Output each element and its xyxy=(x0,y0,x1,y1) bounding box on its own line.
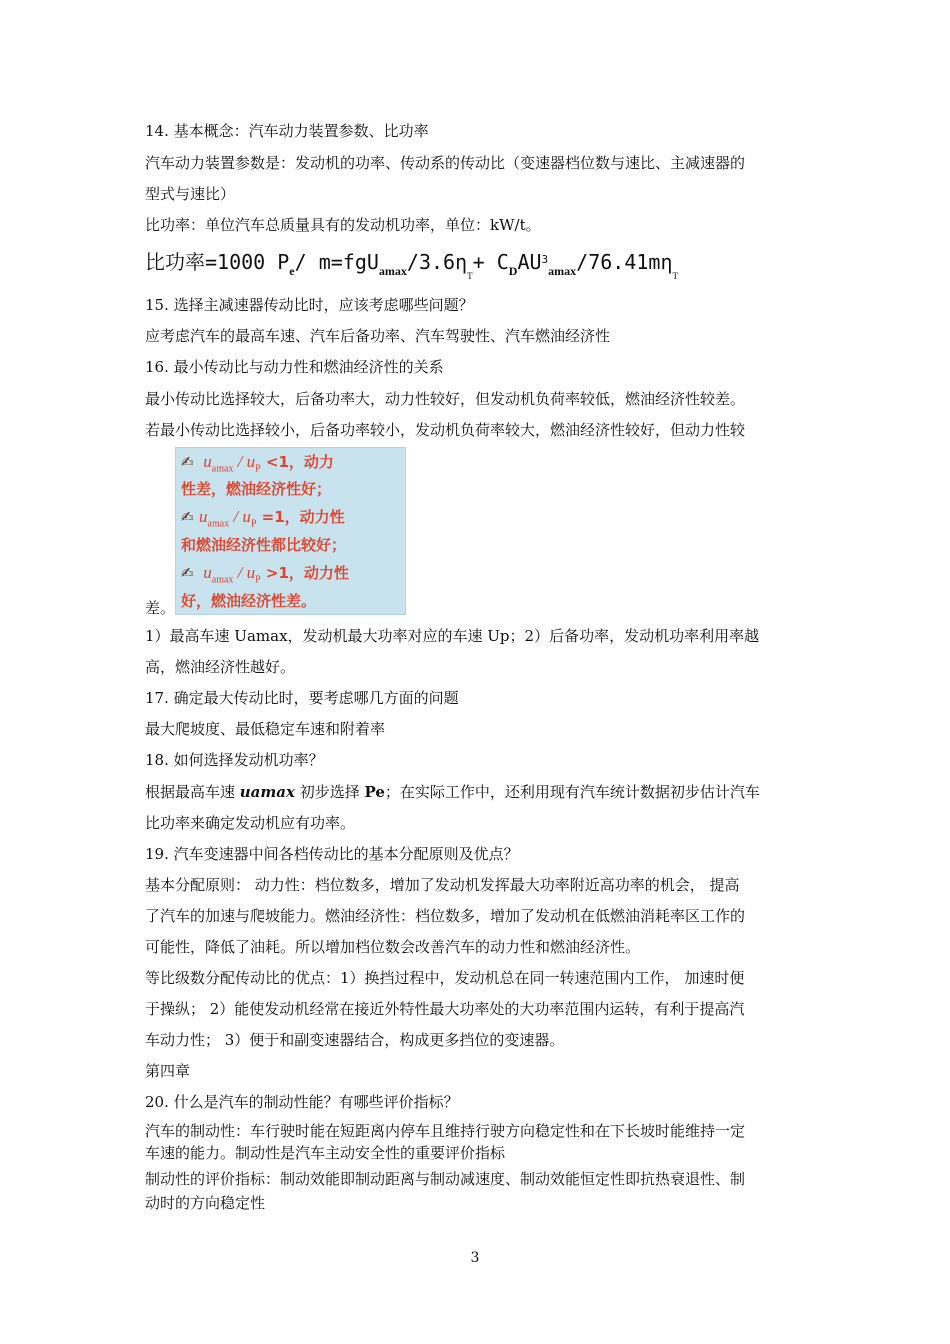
paragraph-line: 可能性，降低了油耗。所以增加档位数会改善汽车的动力性和燃油经济性。 xyxy=(145,938,641,956)
paragraph-line: 于操纵； 2）能使发动机经常在接近外特性最大功率处的大功率范围内运转，有利于提高汽 xyxy=(145,1000,745,1018)
heading-17: 17. 确定最大传动比时，要考虑哪几方面的问题 xyxy=(145,689,459,707)
paragraph-line: 应考虑汽车的最高车速、汽车后备功率、汽车驾驶性、汽车燃油经济性 xyxy=(145,327,611,345)
image-row: 性差，燃油经济性好； xyxy=(181,480,332,498)
heading-14: 14. 基本概念：汽车动力装置参数、比功率 xyxy=(145,122,429,140)
paragraph-line: 比功率来确定发动机应有功率。 xyxy=(145,814,356,832)
paragraph-line: 差。 xyxy=(145,599,176,617)
image-row: 和燃油经济性都比较好； xyxy=(181,536,347,554)
paragraph-line: 汽车的制动性：车行驶时能在短距离内停车且维持行驶方向稳定性和在下长坡时能维持一定 xyxy=(145,1122,746,1140)
paragraph-line: 基本分配原则： 动力性：档位数多，增加了发动机发挥最大功率附近高功率的机会， 提高 xyxy=(145,876,740,894)
heading-19: 19. 汽车变速器中间各档传动比的基本分配原则及优点？ xyxy=(145,845,519,863)
paragraph-line: 型式与速比） xyxy=(145,185,236,203)
paragraph-line: 制动性的评价指标：制动效能即制动距离与制动减速度、制动效能恒定性即抗热衰退性、制 xyxy=(145,1170,746,1188)
paragraph-line: 车速的能力。制动性是汽车主动安全性的重要评价指标 xyxy=(145,1144,506,1162)
heading-16: 16. 最小传动比与动力性和燃油经济性的关系 xyxy=(145,358,444,376)
paragraph-line: 若最小传动比选择较小，后备功率较小，发动机负荷率较大，燃油经济性较好，但动力性较 xyxy=(145,421,746,439)
ratio-relation-image xyxy=(175,447,406,615)
paragraph-line: 汽车动力装置参数是：发动机的功率、传动系的传动比（变速器档位数与速比、主减速器的 xyxy=(145,154,746,172)
heading-18: 18. 如何选择发动机功率？ xyxy=(145,751,324,769)
paragraph-line: 高，燃油经济性越好。 xyxy=(145,658,296,676)
paragraph-line: 比功率：单位汽车总质量具有的发动机功率，单位：kW/t。 xyxy=(145,216,541,234)
heading-15: 15. 选择主减速器传动比时，应该考虑哪些问题？ xyxy=(145,296,474,314)
paragraph-line: 最小传动比选择较大，后备功率大，动力性较好，但发动机负荷率较低，燃油经济性较差。 xyxy=(145,390,746,408)
heading-20: 20. 什么是汽车的制动性能？有哪些评价指标？ xyxy=(145,1093,459,1111)
paragraph-line: 动时的方向稳定性 xyxy=(145,1194,266,1212)
paragraph-line: 根据最高车速 uamax 初步选择 Pe；在实际工作中，还利用现有汽车统计数据初步估计汽车 xyxy=(145,783,760,801)
pen-bullet-icon: ✍ xyxy=(181,453,194,471)
paragraph-line: 车动力性； 3）便于和副变速器结合，构成更多挡位的变速器。 xyxy=(145,1031,565,1049)
specific-power-formula: 比功率=1000 $P_e/$ $m=fgU_{amax}/3.6\eta_T+ C_DAU^3_{amax}/76.41m\eta_T$ xyxy=(145,250,678,281)
paragraph-line: 1）最高车速 Uamax，发动机最大功率对应的车速 Up；2）后备功率，发动机功率利用率越 xyxy=(145,627,760,645)
image-row: ✍ $u_{amax} / u_P >1$，动力性 xyxy=(181,563,349,586)
pen-bullet-icon: ✍ xyxy=(181,508,194,526)
page-number: 3 xyxy=(470,1250,480,1266)
paragraph-line: 了汽车的加速与爬坡能力。燃油经济性：档位数多，增加了发动机在低燃油消耗率区工作的 xyxy=(145,907,746,925)
pen-bullet-icon: ✍ xyxy=(181,564,194,582)
paragraph-line: 等比级数分配传动比的优点：1）换挡过程中，发动机总在同一转速范围内工作， 加速时便 xyxy=(145,969,745,987)
image-row: 好，燃油经济性差。 xyxy=(181,592,317,610)
image-row: ✍ $u_{amax} / u_P <1$，动力 xyxy=(181,452,334,475)
image-row: ✍ $u_{amax} / u_P =1$，动力性 xyxy=(181,507,345,530)
paragraph-line: 最大爬坡度、最低稳定车速和附着率 xyxy=(145,720,386,738)
chapter-heading: 第四章 xyxy=(145,1062,191,1080)
